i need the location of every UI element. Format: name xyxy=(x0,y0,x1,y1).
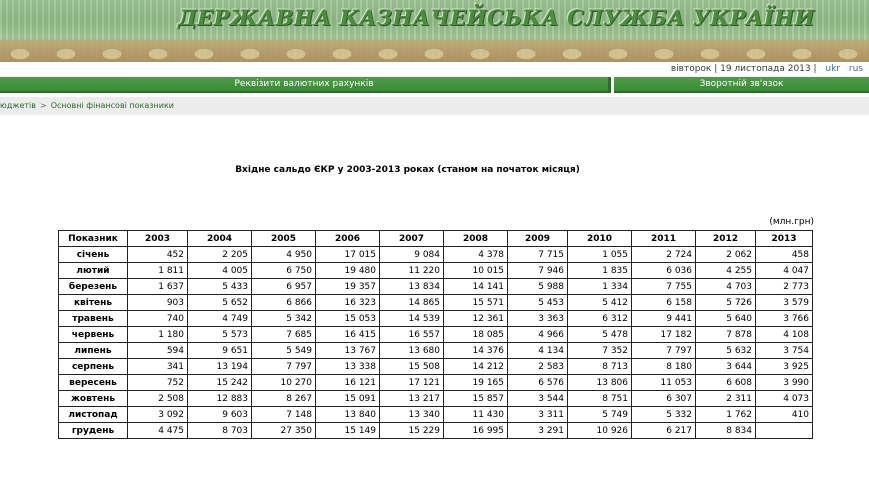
value-cell: 3 311 xyxy=(508,407,568,423)
value-cell: 6 158 xyxy=(632,295,696,311)
value-cell: 3 544 xyxy=(508,391,568,407)
value-cell: 10 015 xyxy=(444,263,508,279)
lang-rus-link[interactable]: rus xyxy=(848,64,863,74)
table-row xyxy=(59,359,813,375)
value-cell: 15 242 xyxy=(188,375,252,391)
value-cell: 6 217 xyxy=(632,423,696,439)
value-cell: 4 966 xyxy=(508,327,568,343)
column-header: Показник xyxy=(59,231,128,247)
value-cell: 5 988 xyxy=(508,279,568,295)
nav-bar xyxy=(0,77,869,93)
value-cell: 3 579 xyxy=(756,295,813,311)
value-cell: 5 412 xyxy=(568,295,632,311)
value-cell: 3 766 xyxy=(756,311,813,327)
value-cell: 13 840 xyxy=(316,407,380,423)
value-cell: 19 480 xyxy=(316,263,380,279)
value-cell: 5 453 xyxy=(508,295,568,311)
column-header: 2007 xyxy=(380,231,444,247)
value-cell: 5 549 xyxy=(252,343,316,359)
value-cell: 15 857 xyxy=(444,391,508,407)
value-cell: 19 165 xyxy=(444,375,508,391)
value-cell: 12 883 xyxy=(188,391,252,407)
value-cell: 8 751 xyxy=(568,391,632,407)
value-cell: 594 xyxy=(128,343,188,359)
value-cell: 7 715 xyxy=(508,247,568,263)
value-cell: 5 332 xyxy=(632,407,696,423)
value-cell: 903 xyxy=(128,295,188,311)
column-header: 2012 xyxy=(696,231,756,247)
value-cell: 1 055 xyxy=(568,247,632,263)
value-cell: 13 806 xyxy=(568,375,632,391)
column-header: 2013 xyxy=(756,231,813,247)
table-title: Вхідне сальдо ЄКР у 2003-2013 роках (станом на початок місяця) xyxy=(235,165,580,175)
value-cell: 3 291 xyxy=(508,423,568,439)
breadcrumb-prev-link[interactable]: юджетів xyxy=(0,101,36,110)
table-row xyxy=(59,247,813,263)
value-cell: 5 573 xyxy=(188,327,252,343)
nav-feedback[interactable]: Зворотній зв'язок xyxy=(614,77,869,93)
value-cell: 4 749 xyxy=(188,311,252,327)
value-cell: 16 121 xyxy=(316,375,380,391)
table-row xyxy=(59,407,813,423)
value-cell: 6 312 xyxy=(568,311,632,327)
value-cell: 5 726 xyxy=(696,295,756,311)
value-cell: 7 878 xyxy=(696,327,756,343)
table-body xyxy=(59,247,813,439)
value-cell: 17 015 xyxy=(316,247,380,263)
value-cell: 452 xyxy=(128,247,188,263)
month-cell: травень xyxy=(59,311,128,327)
value-cell: 6 866 xyxy=(252,295,316,311)
banner-coins-decoration xyxy=(0,40,869,62)
value-cell: 6 957 xyxy=(252,279,316,295)
value-cell: 16 323 xyxy=(316,295,380,311)
table-header-row xyxy=(59,231,813,247)
value-cell: 2 205 xyxy=(188,247,252,263)
breadcrumb-separator: > xyxy=(40,101,47,110)
value-cell: 11 053 xyxy=(632,375,696,391)
value-cell: 13 834 xyxy=(380,279,444,295)
value-cell: 2 773 xyxy=(756,279,813,295)
column-header: 2009 xyxy=(508,231,568,247)
value-cell: 4 108 xyxy=(756,327,813,343)
month-cell: березень xyxy=(59,279,128,295)
value-cell: 4 475 xyxy=(128,423,188,439)
value-cell: 13 767 xyxy=(316,343,380,359)
units-label: (млн.грн) xyxy=(769,217,814,227)
value-cell: 5 433 xyxy=(188,279,252,295)
value-cell: 5 632 xyxy=(696,343,756,359)
value-cell: 3 363 xyxy=(508,311,568,327)
value-cell: 14 865 xyxy=(380,295,444,311)
column-header: 2006 xyxy=(316,231,380,247)
value-cell: 1 334 xyxy=(568,279,632,295)
column-header: 2003 xyxy=(128,231,188,247)
value-cell: 752 xyxy=(128,375,188,391)
header-banner xyxy=(0,0,869,62)
value-cell: 2 508 xyxy=(128,391,188,407)
value-cell: 4 047 xyxy=(756,263,813,279)
month-cell: липень xyxy=(59,343,128,359)
value-cell: 7 685 xyxy=(252,327,316,343)
value-cell: 3 644 xyxy=(696,359,756,375)
value-cell: 13 217 xyxy=(380,391,444,407)
value-cell xyxy=(756,423,813,439)
value-cell: 5 749 xyxy=(568,407,632,423)
value-cell: 3 754 xyxy=(756,343,813,359)
value-cell: 1 637 xyxy=(128,279,188,295)
value-cell: 3 092 xyxy=(128,407,188,423)
date-row xyxy=(0,62,869,76)
value-cell: 2 724 xyxy=(632,247,696,263)
value-cell: 1 180 xyxy=(128,327,188,343)
value-cell: 8 834 xyxy=(696,423,756,439)
nav-currency-accounts[interactable]: Реквізити валютних рахунків xyxy=(0,77,611,93)
table-row xyxy=(59,327,813,343)
column-header: 2005 xyxy=(252,231,316,247)
value-cell: 15 229 xyxy=(380,423,444,439)
table-row xyxy=(59,263,813,279)
value-cell: 9 651 xyxy=(188,343,252,359)
value-cell: 11 220 xyxy=(380,263,444,279)
month-cell: листопад xyxy=(59,407,128,423)
value-cell: 11 430 xyxy=(444,407,508,423)
value-cell: 4 378 xyxy=(444,247,508,263)
month-cell: лютий xyxy=(59,263,128,279)
value-cell: 14 539 xyxy=(380,311,444,327)
value-cell: 8 703 xyxy=(188,423,252,439)
table-row xyxy=(59,311,813,327)
table-row xyxy=(59,279,813,295)
value-cell: 740 xyxy=(128,311,188,327)
month-cell: січень xyxy=(59,247,128,263)
value-cell: 4 073 xyxy=(756,391,813,407)
value-cell: 7 148 xyxy=(252,407,316,423)
value-cell: 10 270 xyxy=(252,375,316,391)
value-cell: 15 508 xyxy=(380,359,444,375)
value-cell: 8 180 xyxy=(632,359,696,375)
column-header: 2010 xyxy=(568,231,632,247)
value-cell: 4 005 xyxy=(188,263,252,279)
value-cell: 1 762 xyxy=(696,407,756,423)
lang-ukr-link[interactable]: ukr xyxy=(825,64,841,74)
value-cell: 13 680 xyxy=(380,343,444,359)
table-row xyxy=(59,343,813,359)
value-cell: 458 xyxy=(756,247,813,263)
value-cell: 13 340 xyxy=(380,407,444,423)
value-cell: 13 338 xyxy=(316,359,380,375)
value-cell: 15 149 xyxy=(316,423,380,439)
value-cell: 13 194 xyxy=(188,359,252,375)
value-cell: 3 990 xyxy=(756,375,813,391)
value-cell: 9 603 xyxy=(188,407,252,423)
value-cell: 12 361 xyxy=(444,311,508,327)
value-cell: 410 xyxy=(756,407,813,423)
value-cell: 15 571 xyxy=(444,295,508,311)
value-cell: 9 084 xyxy=(380,247,444,263)
value-cell: 4 703 xyxy=(696,279,756,295)
month-cell: квітень xyxy=(59,295,128,311)
table-row xyxy=(59,423,813,439)
value-cell: 17 182 xyxy=(632,327,696,343)
value-cell: 6 307 xyxy=(632,391,696,407)
value-cell: 16 415 xyxy=(316,327,380,343)
value-cell: 9 441 xyxy=(632,311,696,327)
value-cell: 6 036 xyxy=(632,263,696,279)
value-cell: 3 925 xyxy=(756,359,813,375)
column-header: 2008 xyxy=(444,231,508,247)
value-cell: 5 652 xyxy=(188,295,252,311)
month-cell: жовтень xyxy=(59,391,128,407)
value-cell: 4 134 xyxy=(508,343,568,359)
value-cell: 15 091 xyxy=(316,391,380,407)
value-cell: 6 750 xyxy=(252,263,316,279)
month-cell: вересень xyxy=(59,375,128,391)
value-cell: 16 995 xyxy=(444,423,508,439)
value-cell: 7 797 xyxy=(632,343,696,359)
value-cell: 5 342 xyxy=(252,311,316,327)
value-cell: 1 835 xyxy=(568,263,632,279)
value-cell: 14 376 xyxy=(444,343,508,359)
value-cell: 341 xyxy=(128,359,188,375)
site-title[interactable]: ДЕРЖАВНА КАЗНАЧЕЙСЬКА СЛУЖБА УКРАЇНИ xyxy=(178,5,815,30)
month-cell: червень xyxy=(59,327,128,343)
value-cell: 6 608 xyxy=(696,375,756,391)
value-cell: 17 121 xyxy=(380,375,444,391)
value-cell: 5 640 xyxy=(696,311,756,327)
value-cell: 8 267 xyxy=(252,391,316,407)
value-cell: 7 797 xyxy=(252,359,316,375)
value-cell: 7 946 xyxy=(508,263,568,279)
value-cell: 8 713 xyxy=(568,359,632,375)
breadcrumb xyxy=(0,97,869,115)
value-cell: 4 950 xyxy=(252,247,316,263)
current-date: вівторок | 19 листопада 2013 | xyxy=(670,64,817,74)
value-cell: 2 583 xyxy=(508,359,568,375)
column-header: 2004 xyxy=(188,231,252,247)
value-cell: 2 062 xyxy=(696,247,756,263)
value-cell: 15 053 xyxy=(316,311,380,327)
table-row xyxy=(59,391,813,407)
value-cell: 27 350 xyxy=(252,423,316,439)
breadcrumb-current[interactable]: Основні фінансові показники xyxy=(50,101,175,110)
value-cell: 18 085 xyxy=(444,327,508,343)
month-cell: грудень xyxy=(59,423,128,439)
balance-table xyxy=(58,230,813,439)
value-cell: 1 811 xyxy=(128,263,188,279)
value-cell: 6 576 xyxy=(508,375,568,391)
value-cell: 10 926 xyxy=(568,423,632,439)
column-header: 2011 xyxy=(632,231,696,247)
value-cell: 19 357 xyxy=(316,279,380,295)
value-cell: 14 141 xyxy=(444,279,508,295)
value-cell: 16 557 xyxy=(380,327,444,343)
value-cell: 7 352 xyxy=(568,343,632,359)
value-cell: 4 255 xyxy=(696,263,756,279)
table-row xyxy=(59,295,813,311)
value-cell: 14 212 xyxy=(444,359,508,375)
value-cell: 2 311 xyxy=(696,391,756,407)
table-row xyxy=(59,375,813,391)
value-cell: 7 755 xyxy=(632,279,696,295)
value-cell: 5 478 xyxy=(568,327,632,343)
month-cell: серпень xyxy=(59,359,128,375)
